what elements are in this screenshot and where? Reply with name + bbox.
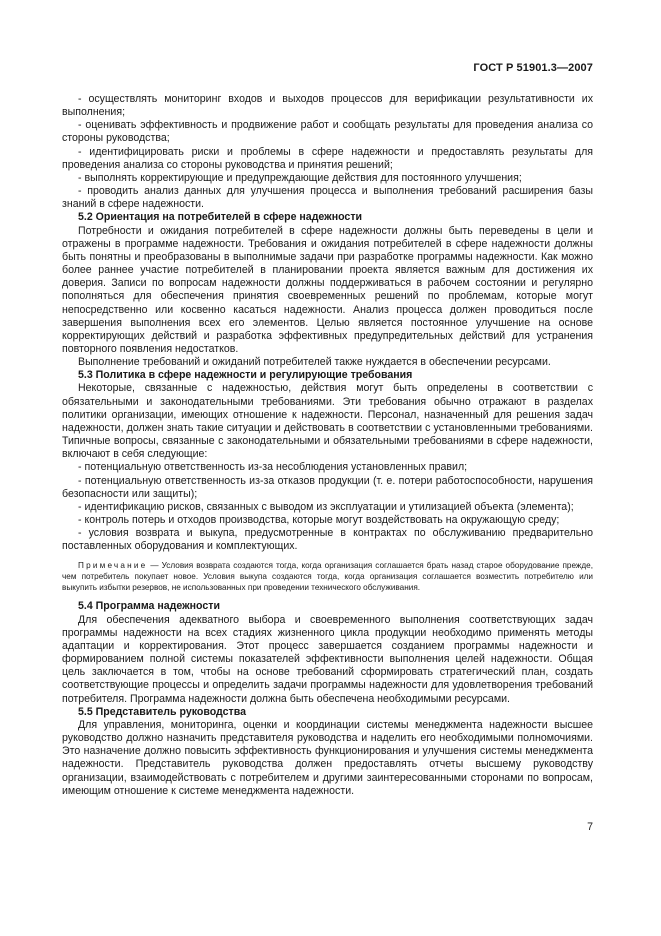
paragraph: Для обеспечения адекватного выбора и своевременного выполнения соответствующих задач программы надежности на всех стадиях жизненного цикла продукции необходимо применять методы адаптации и корректирования. Этот процесс завершается созданием программы надежности и формированием полной системы показателей эффективности выполнения целей надежности. Общая цель заключается в том, чтобы на основе требований сформировать стратегический план, создать соответствующие процессы и определить задачи программы надежности для удовлетворения требований потребителя. Программа надежности должна быть обеспечена необходимыми ресурсами. (62, 613, 593, 705)
paragraph: Потребности и ожидания потребителей в сфере надежности должны быть переведены в цели и отражены в программе надежности. Требования и ожидания потребителей в сфере надежности должны быть понятны и преобразованы в выполнимые задачи при разработке программы надежности. Как можно более раннее участие потребителей в планировании проекта является важным для достижения их доверия. Записи по вопросам надежности должны поддерживаться в рабочем состоянии и регулярно пополняться для обеспечения принятия своевременных решений по проблемам, которые могут непосредственно или косвенно касаться надежности. Анализ процесса должен проводиться после завершения выполнения всех его элементов. Целью является постоянное улучшение на основе корректирующих действий и разработка эффективных предупредительных действий для устранения повторного появления недостатков. (62, 224, 593, 355)
page-body (62, 93, 593, 798)
bullet-item: - идентификацию рисков, связанных с выводом из эксплуатации и утилизацией объекта (элемента); (78, 500, 574, 513)
bullet-item: - потенциальную ответственность из-за отказов продукции (т. е. потери работоспособности, нарушения безопасности или защиты); (62, 474, 593, 500)
bullet-item: - осуществлять мониторинг входов и выходов процессов для верификации результативности их выполнения; (62, 93, 593, 119)
note (62, 560, 593, 593)
bullet-item: - проводить анализ данных для улучшения процесса и выполнения требований расширения базы знаний в сфере надежности. (62, 185, 593, 211)
paragraph: Выполнение требований и ожиданий потребителей также нуждается в обеспечении ресурсами. (78, 356, 551, 369)
section-heading-5-2: 5.2 Ориентация на потребителей в сфере надежности (78, 211, 363, 224)
bullet-item: - контроль потерь и отходов производства, которые могут воздействовать на окружающую среду; (78, 514, 560, 526)
section-heading-5-3: 5.3 Политика в сфере надежности и регулирующие требования (78, 369, 413, 382)
bullet-item: - выполнять корректирующие и предупреждающие действия для постоянного улучшения; (78, 171, 522, 184)
section-heading-5-5: 5.5 Представитель руководства (78, 705, 246, 718)
document-code: ГОСТ Р 51901.3—2007 (473, 62, 593, 74)
page-number: 7 (587, 821, 593, 833)
section-heading-5-4: 5.4 Программа надежности (78, 600, 220, 613)
bullet-item: - условия возврата и выкупа, предусмотренные в контрактах по обслуживанию предварительно поставленных оборудования и комплектующих. (62, 527, 593, 553)
bullet-item: - идентифицировать риски и проблемы в сфере надежности и предоставлять результаты для проведения анализа со стороны руководства и принятия решений; (62, 145, 593, 171)
bullet-item: - потенциальную ответственность из-за несоблюдения установленных правил; (78, 461, 468, 474)
paragraph: Для управления, мониторинга, оценки и координации системы менеджмента надежности высшее руководство должно назначить представителя руководства и наделить его необходимыми полномочиями. Это назначение должно повысить эффективность функционирования и улучшения системы менеджмента надежности. Представитель руководства должен предоставлять отчеты высшему руководству организации, взаимодействовать с потребителем и другими заинтересованными сторонами по вопросам, имеющим отношение к системе менеджмента надежности. (62, 718, 593, 797)
paragraph: Некоторые, связанные с надежностью, действия могут быть определены в соответствии с обязательными и законодательными требованиями. Эти требования обычно отражают в разделах политики организации, имеющих отношение к надежности. Персонал, назначенный для решения задач надежности, должен знать такие ситуации и действовать в соответствии с установленными требованиями. Типичные вопросы, связанные с законодательными и обязательными требованиями в сфере надежности, включают в себя следующие: (62, 382, 593, 461)
note-label: Примечание (78, 561, 148, 571)
note-text: — Условия возврата создаются тогда, когда организация соглашается брать назад старое оборудование прежде, чем потребитель покупает новое. Условия выкупа создаются тогда, когда организация соглашается возместить потребителю или выкупить избытки резервов, не использованных при проведении технического обслуживания. (62, 561, 593, 593)
bullet-item: - оценивать эффективность и продвижение работ и сообщать результаты для проведения анализа со стороны руководства; (62, 119, 593, 145)
